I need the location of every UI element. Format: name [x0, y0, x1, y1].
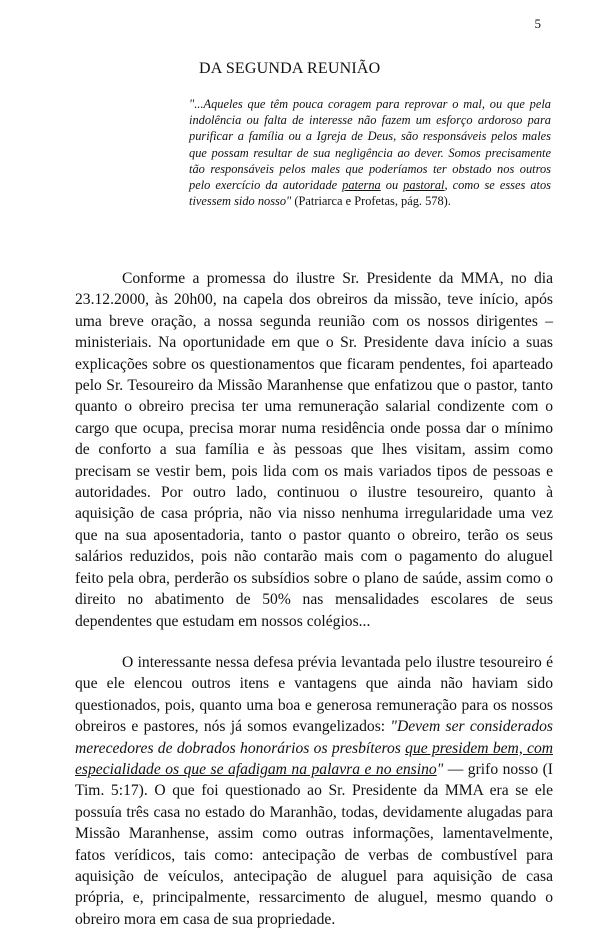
body-paragraph-2 — [75, 652, 553, 930]
bible-quote-close: " — [436, 761, 444, 779]
epigraph-text-2: ou — [380, 178, 404, 193]
epigraph-underlined-pastoral: pastoral — [403, 178, 445, 193]
paragraph-1-text: Conforme a promessa do ilustre Sr. Presidente da MMA, no dia 23.12.2000, às 20h00, na capela dos obreiros da missão, teve início, após uma breve oração, a nossa segunda reunião com os nossos dirigentes – ministeriais. Na oportunidade em que o Sr. Presidente dava início a suas explicações sobre os questionamentos que ficaram pendentes, foi aparteado pelo Sr. Tesoureiro da Missão Maranhense que enfatizou que o pastor, tanto quanto o obreiro precisa ter uma remuneração salarial condizente com o cargo que ocupa, precisa morar numa residência onde possa dar o mínimo de conforto a sua família e às pessoas que lhes visitam, assim como precisam se vestir bem, pois lida com os mais variados tipos de pessoas e autoridades. Por outro lado, continuou o ilustre tesoureiro, quanto à aquisição de casa própria, não via nisso nenhuma irregularidade uma vez que na sua aposentadoria, tanto o pastor quanto o obreiro, terão os seus salários reduzidos, pois não contarão mais com o pagamento do aluguel feito pela obra, perderão os subsídios sobre o plano de saúde, assim como o direito no abatimento de 50% nas mensalidades escolares de seus dependentes que estudam em nossos colégios... — [75, 270, 553, 630]
paragraph-2-text-b: — grifo nosso (I Tim. 5:17). O que foi questionado ao Sr. Presidente da MMA era se ele possuía três casa no estado do Maranhão, todas, devidamente alugadas para Missão Maranhense, assim como outras informações, lamentavelmente, fatos verídicos, tais como: antecipação de verbas de combustível para aquisição de veículos, antecipação de aluguel para aquisição de casa própria, e, principalmente, ressarcimento de aluguel, mesmo quando o obreiro mora em casa de sua propriedade. — [75, 761, 553, 928]
paragraph-2-text-a: O interessante nessa defesa prévia levantada pelo ilustre tesoureiro é que ele elencou outros itens e vantagens que ainda não haviam sido questionados, pois, quanto uma boa e generosa remuneração para os nossos obreiros e pastores, nós já somos evangelizados: — [75, 654, 553, 736]
epigraph-underlined-paterna: paterna — [342, 178, 381, 193]
epigraph-quote — [189, 96, 551, 209]
epigraph-text-1: "...Aqueles que têm pouca coragem para reprovar o mal, ou que pela indolência ou falta de interesse não fazem um esforço ardoroso para purificar a família ou a Igreja de Deus, são responsáveis pelos males que possam resultar de sua negligência ao dever. Somos precisamente tão responsáveis pelos males que poderíamos ter obstado nos outros pelo exercício da autoridade — [189, 97, 551, 193]
epigraph-citation: (Patriarca e Profetas, pág. 578). — [291, 194, 451, 209]
section-heading: DA SEGUNDA REUNIÃO — [199, 60, 381, 77]
bible-quote-plain: "Devem ser considerados merecedores de dobrados honorários os presbíteros — [75, 718, 553, 757]
bible-quote-underlined: que presidem bem, com especialidade os que se afadigam na palavra e no ensino — [75, 739, 553, 779]
page-number: 5 — [534, 16, 541, 31]
body-paragraph-1 — [75, 268, 553, 632]
epigraph-text-3: , como se esses atos tivessem sido nosso" — [189, 178, 551, 209]
